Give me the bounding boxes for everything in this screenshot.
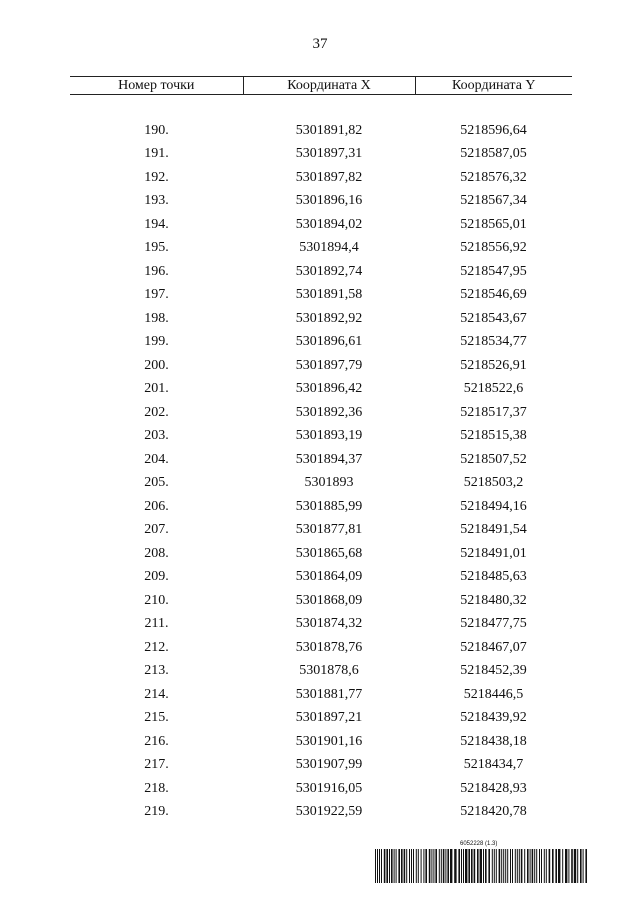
barcode-bar xyxy=(463,849,464,883)
table-row xyxy=(70,565,572,589)
point-number-cell: 219. xyxy=(144,804,169,819)
coordinate-y-cell: 5218556,92 xyxy=(460,240,527,255)
coordinate-x-cell: 5301892,92 xyxy=(295,310,363,326)
barcode-bar xyxy=(507,849,508,883)
coordinate-y-cell: 5218446,5 xyxy=(463,686,524,702)
barcode-bar xyxy=(565,849,567,883)
coordinate-y-cell: 5218477,75 xyxy=(460,616,527,631)
coordinate-y-cell: 5218428,93 xyxy=(460,780,527,796)
table-row xyxy=(70,495,572,519)
barcode-bar xyxy=(474,849,476,883)
table-row xyxy=(70,683,572,707)
barcode-bar xyxy=(398,849,400,883)
barcode-bar xyxy=(488,849,490,883)
barcode-bar xyxy=(418,849,419,883)
coordinate-x-cell: 5301881,77 xyxy=(295,686,363,702)
coordinate-x-cell: 5301901,16 xyxy=(295,733,363,749)
coordinate-x-cell: 5301891,58 xyxy=(295,287,363,302)
table-row xyxy=(70,401,572,425)
barcode-bar xyxy=(445,849,446,883)
point-number-cell: 196. xyxy=(144,263,169,279)
barcode-bar xyxy=(530,849,531,883)
barcode-bar xyxy=(562,849,563,883)
coordinate-x-cell: 5301865,68 xyxy=(295,545,363,561)
barcode-bar xyxy=(404,849,406,883)
coordinate-x-cell: 5301891,82 xyxy=(295,122,363,138)
table-header-row xyxy=(70,77,572,95)
coordinate-x-cell: 5301893,19 xyxy=(295,428,363,443)
page-number: 37 xyxy=(312,36,328,52)
coordinate-y-cell: 5218543,67 xyxy=(460,310,527,326)
point-number-cell: 207. xyxy=(144,522,169,537)
barcode-bar xyxy=(568,849,569,883)
coordinate-x-cell: 5301894,02 xyxy=(295,216,363,232)
point-number-cell: 211. xyxy=(144,616,169,631)
coordinate-x-cell: 5301892,36 xyxy=(295,404,363,420)
coordinate-y-cell: 5218515,38 xyxy=(460,428,527,443)
barcode-bar xyxy=(461,849,462,883)
header-coordinate-x: Координата X xyxy=(243,77,415,95)
barcode-bar xyxy=(425,849,427,883)
barcode-bar xyxy=(431,849,432,883)
header-coordinate-y: Координата Y xyxy=(415,77,572,95)
barcode-bar xyxy=(396,849,397,883)
barcode-bar xyxy=(406,849,407,883)
point-number-cell: 195. xyxy=(144,240,169,255)
coordinate-x-cell: 5301894,37 xyxy=(295,451,363,467)
point-number-cell: 215. xyxy=(144,710,169,725)
barcode-bar xyxy=(532,849,534,883)
coordinate-x-cell: 5301892,74 xyxy=(295,263,363,279)
barcode-bar xyxy=(585,849,587,883)
barcode-bar xyxy=(544,849,545,883)
coordinate-x-cell: 5301885,99 xyxy=(295,498,363,514)
coordinate-x-cell: 5301922,59 xyxy=(295,804,363,819)
point-number-cell: 201. xyxy=(144,381,169,396)
table-row xyxy=(70,213,572,237)
barcode-bar xyxy=(471,849,473,883)
barcode-bar xyxy=(524,849,525,883)
coordinate-x-cell: 5301907,99 xyxy=(295,757,363,772)
point-number-cell: 200. xyxy=(144,357,169,373)
barcode-bar xyxy=(549,849,551,883)
barcode-bar xyxy=(536,849,537,883)
barcode-bar xyxy=(421,849,422,883)
point-number-cell: 205. xyxy=(144,475,169,490)
barcode-bar xyxy=(443,849,445,883)
barcode-bar xyxy=(521,849,523,883)
coordinate-y-cell: 5218467,07 xyxy=(460,639,527,655)
coordinate-y-cell: 5218452,39 xyxy=(460,663,527,678)
barcode-bar xyxy=(574,849,576,883)
barcode-bar xyxy=(468,849,470,883)
table-row xyxy=(70,659,572,683)
barcode-bar xyxy=(483,849,484,883)
table-row xyxy=(70,424,572,448)
point-number-cell: 191. xyxy=(144,146,169,161)
coordinate-y-cell: 5218587,05 xyxy=(460,146,527,161)
barcode-bar xyxy=(503,849,504,883)
table-row xyxy=(70,260,572,284)
table-row xyxy=(70,518,572,542)
coordinate-x-cell: 5301878,6 xyxy=(299,663,359,678)
point-number-cell: 192. xyxy=(144,169,169,185)
barcode-bar xyxy=(555,849,557,883)
barcode-bar xyxy=(429,849,431,883)
barcode-bar xyxy=(439,849,440,883)
barcode-bar xyxy=(480,849,482,883)
barcode-bar xyxy=(546,849,547,883)
barcode-bar xyxy=(577,849,578,883)
point-number-cell: 213. xyxy=(144,663,169,678)
barcode-bar xyxy=(433,849,434,883)
coordinate-x-cell: 5301897,21 xyxy=(295,710,363,725)
coordinate-x-cell: 5301897,79 xyxy=(295,357,363,373)
coordinate-y-cell: 5218547,95 xyxy=(460,263,527,279)
table-row xyxy=(70,330,572,354)
coordinate-y-cell: 5218507,52 xyxy=(460,451,527,467)
barcode-code: 6052228 (1.3) xyxy=(460,841,498,847)
barcode-bar xyxy=(534,849,535,883)
barcode-bar xyxy=(409,849,410,883)
barcode-bar xyxy=(494,849,495,883)
coordinate-x-cell: 5301868,09 xyxy=(295,592,363,608)
coordinate-y-cell: 5218494,16 xyxy=(460,498,527,514)
coordinate-x-cell: 5301894,4 xyxy=(299,240,359,255)
point-number-cell: 202. xyxy=(144,404,169,420)
barcode-bar xyxy=(391,849,393,883)
point-number-cell: 198. xyxy=(144,310,169,326)
barcode-bar xyxy=(441,849,442,883)
barcode-bar xyxy=(401,849,403,883)
barcode-bar xyxy=(394,849,395,883)
barcode-block xyxy=(374,841,588,883)
barcode-bar xyxy=(435,849,437,883)
barcode-bar xyxy=(515,849,516,883)
table-row xyxy=(70,448,572,472)
barcode-bar xyxy=(381,849,382,883)
coordinate-y-cell: 5218565,01 xyxy=(460,216,527,232)
barcode-bar xyxy=(583,849,584,883)
barcode-bar xyxy=(501,849,502,883)
coordinate-x-cell: 5301864,09 xyxy=(295,569,363,584)
coordinate-y-cell: 5218480,32 xyxy=(460,592,527,608)
table-row xyxy=(70,730,572,754)
point-number-cell: 212. xyxy=(144,639,169,655)
table-row xyxy=(70,189,572,213)
barcode-bar xyxy=(477,849,479,883)
table-row xyxy=(70,377,572,401)
coordinate-y-cell: 5218517,37 xyxy=(460,404,527,420)
coordinate-y-cell: 5218522,6 xyxy=(463,381,524,396)
coordinate-x-cell: 5301896,42 xyxy=(295,381,363,396)
table-row xyxy=(70,589,572,613)
barcode-bar xyxy=(416,849,417,883)
barcode-bar xyxy=(510,849,511,883)
coordinate-y-cell: 5218503,2 xyxy=(463,475,524,490)
coordinate-y-cell: 5218491,54 xyxy=(460,522,527,537)
point-number-cell: 208. xyxy=(144,545,169,561)
coordinate-y-cell: 5218420,78 xyxy=(460,804,527,819)
barcode-bar xyxy=(580,849,582,883)
table-row xyxy=(70,236,572,260)
barcode-bar xyxy=(492,849,493,883)
table-row xyxy=(70,354,572,378)
barcode-bar xyxy=(465,849,467,883)
coordinate-x-cell: 5301916,05 xyxy=(295,780,363,796)
barcode-bar xyxy=(450,849,452,883)
table-spacer xyxy=(70,95,572,119)
barcode-bar xyxy=(411,849,412,883)
barcode-bar xyxy=(389,849,390,883)
coordinate-x-cell: 5301896,16 xyxy=(295,193,363,208)
coordinate-x-cell: 5301878,76 xyxy=(295,639,363,655)
table-row xyxy=(70,753,572,777)
point-number-cell: 216. xyxy=(144,733,169,749)
barcode-bar xyxy=(454,849,456,883)
coordinate-y-cell: 5218526,91 xyxy=(460,357,527,373)
table-row xyxy=(70,800,572,824)
barcode-bar xyxy=(541,849,542,883)
barcode-bar xyxy=(552,849,554,883)
barcode-bar xyxy=(496,849,497,883)
coordinate-x-cell: 5301874,32 xyxy=(295,616,363,631)
coordinates-table xyxy=(70,76,572,824)
table-row xyxy=(70,612,572,636)
coordinate-y-cell: 5218491,01 xyxy=(460,545,527,561)
point-number-cell: 193. xyxy=(144,193,169,208)
table-row xyxy=(70,542,572,566)
table-row xyxy=(70,119,572,143)
point-number-cell: 206. xyxy=(144,498,169,514)
coordinate-y-cell: 5218546,69 xyxy=(460,287,527,302)
coordinate-y-cell: 5218485,63 xyxy=(460,569,527,584)
coordinate-y-cell: 5218596,64 xyxy=(460,122,527,138)
table-row xyxy=(70,283,572,307)
barcode-bar xyxy=(384,849,386,883)
header-point-number: Номер точки xyxy=(70,77,243,95)
barcode-bar xyxy=(571,849,573,883)
coordinate-y-cell: 5218439,92 xyxy=(460,710,527,725)
barcode-bar xyxy=(499,849,501,883)
table-row xyxy=(70,636,572,660)
barcode-bar xyxy=(379,849,380,883)
barcode-bar xyxy=(377,849,378,883)
barcode-bar xyxy=(517,849,518,883)
barcode-bar xyxy=(375,849,376,883)
point-number-cell: 209. xyxy=(144,569,169,584)
point-number-cell: 204. xyxy=(144,451,169,467)
coordinate-x-cell: 5301893 xyxy=(304,475,354,490)
barcode-bar xyxy=(519,849,520,883)
table-row xyxy=(70,471,572,495)
table-row xyxy=(70,777,572,801)
coordinate-x-cell: 5301897,82 xyxy=(295,169,363,185)
barcode-bar xyxy=(505,849,506,883)
coordinate-y-cell: 5218434,7 xyxy=(463,757,524,772)
point-number-cell: 199. xyxy=(144,334,169,349)
barcode-bar xyxy=(447,849,449,883)
coordinate-y-cell: 5218534,77 xyxy=(460,334,527,349)
barcode-bar xyxy=(458,849,460,883)
point-number-cell: 190. xyxy=(144,122,169,138)
point-number-cell: 217. xyxy=(144,757,169,772)
barcode-bar xyxy=(527,849,529,883)
point-number-cell: 194. xyxy=(144,216,169,232)
point-number-cell: 197. xyxy=(144,287,169,302)
barcode-bar xyxy=(423,849,424,883)
barcode-bar xyxy=(386,849,388,883)
coordinate-x-cell: 5301896,61 xyxy=(295,334,363,349)
coordinate-y-cell: 5218438,18 xyxy=(460,733,527,749)
coordinate-y-cell: 5218576,32 xyxy=(460,169,527,185)
barcode-bar xyxy=(512,849,513,883)
point-number-cell: 214. xyxy=(144,686,169,702)
table-row xyxy=(70,706,572,730)
barcode-bar xyxy=(485,849,487,883)
table-row xyxy=(70,142,572,166)
coordinate-y-cell: 5218567,34 xyxy=(460,193,527,208)
barcode-image xyxy=(374,849,588,883)
table-row xyxy=(70,166,572,190)
point-number-cell: 210. xyxy=(144,592,169,608)
coordinate-x-cell: 5301897,31 xyxy=(295,146,363,161)
point-number-cell: 218. xyxy=(144,780,169,796)
barcode-bar xyxy=(558,849,560,883)
table-body xyxy=(70,95,572,824)
barcode-bar xyxy=(413,849,414,883)
barcode-bar xyxy=(539,849,540,883)
point-number-cell: 203. xyxy=(144,428,169,443)
table-row xyxy=(70,307,572,331)
coordinate-x-cell: 5301877,81 xyxy=(295,522,363,537)
